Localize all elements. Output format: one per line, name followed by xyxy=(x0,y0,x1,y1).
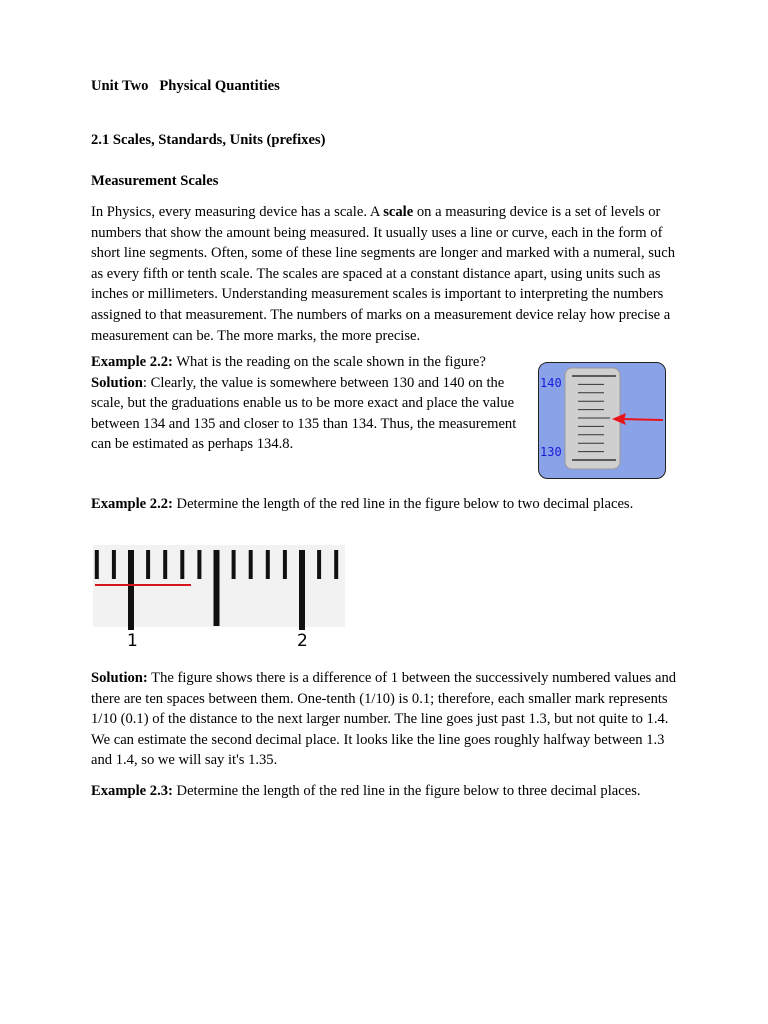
ruler-minor-tick xyxy=(163,550,167,579)
intro-text-after: on a measuring device is a set of levels or numbers that show the amount being measured. It usually uses a line or curve, each in the form of short line segments. Often, some of these line segments are longer and marked with a numeral, such as every fifth or tenth scale. The scales are spaced at a constant distance apart, using units such as inches or millimeters. Understanding measurement scales is important to interpreting the numbers assigned to that measurement. The numbers of marks on a measurement device relay how precise a measurement can be. The more marks, the more precise. xyxy=(91,204,675,344)
example-2-paragraph xyxy=(91,494,681,515)
ruler-minor-tick xyxy=(214,550,220,626)
example-1-label: Example 2.2: xyxy=(91,354,173,370)
solution-2-label: Solution: xyxy=(91,670,148,686)
solution-2-text: The figure shows there is a difference of 1 between the successively numbered values and there are ten spaces between them. One-tenth (1/10) is 0.1; therefore, each smaller mark represents 1/10 (0.1) of the distance to the next larger number. The line goes just past 1.3, but not quite to 1.4. We can estimate the second decimal place. It looks like the line goes roughly halfway between 1.3 and 1.4, so we will say it's 1.35. xyxy=(91,670,677,769)
scale-term: scale xyxy=(383,204,414,220)
ruler-major-tick xyxy=(128,550,134,630)
solution-1-label: Solution xyxy=(91,374,143,391)
section-title: 2.1 Scales, Standards, Units (prefixes) xyxy=(91,132,326,148)
scale-label-140: 140 xyxy=(540,376,562,390)
example-1-question: What is the reading on the scale shown in the figure? xyxy=(172,354,486,370)
scale-label-130: 130 xyxy=(540,445,562,459)
ruler-minor-tick xyxy=(249,550,253,579)
solution-1-text: : Clearly, the value is somewhere between 130 and 140 on the scale, but the graduations enable us to be more exact and place the value between 134 and 135 and closer to 135 than 134. Thus, the measurement can be estimated as perhaps 134.8. xyxy=(91,374,517,453)
ruler-minor-tick xyxy=(197,550,201,579)
solution-2-paragraph xyxy=(91,668,681,771)
ruler-minor-tick xyxy=(334,550,338,579)
ruler-major-tick xyxy=(299,550,305,630)
example-1-paragraph xyxy=(91,352,521,455)
intro-paragraph xyxy=(91,202,681,346)
ruler-minor-tick xyxy=(146,550,150,579)
example-3-label: Example 2.3: xyxy=(91,783,173,799)
ruler-minor-tick xyxy=(266,550,270,579)
ruler-minor-tick xyxy=(317,550,321,579)
pointer-arrow-line xyxy=(622,419,663,420)
ruler-minor-tick xyxy=(180,550,184,579)
subsection-title: Measurement Scales xyxy=(91,173,219,189)
unit-title: Unit Two Physical Quantities xyxy=(91,78,280,94)
example-3-paragraph xyxy=(91,781,681,802)
ruler-ticks xyxy=(95,550,338,630)
intro-text-before: In Physics, every measuring device has a scale. A xyxy=(91,204,384,220)
ruler-minor-tick xyxy=(232,550,236,579)
ruler-minor-tick xyxy=(112,550,116,579)
ruler-figure xyxy=(93,545,345,650)
ruler-label-1: 1 xyxy=(127,631,138,650)
ruler-minor-tick xyxy=(283,550,287,579)
example-2-text: Determine the length of the red line in the figure below to two decimal places. xyxy=(172,496,634,512)
scale-reading-figure xyxy=(538,362,666,479)
example-3-text: Determine the length of the red line in the figure below to three decimal places. xyxy=(172,783,641,799)
ruler-minor-tick xyxy=(95,550,99,579)
ruler-label-2: 2 xyxy=(297,631,308,650)
example-2-label: Example 2.2: xyxy=(91,496,173,512)
